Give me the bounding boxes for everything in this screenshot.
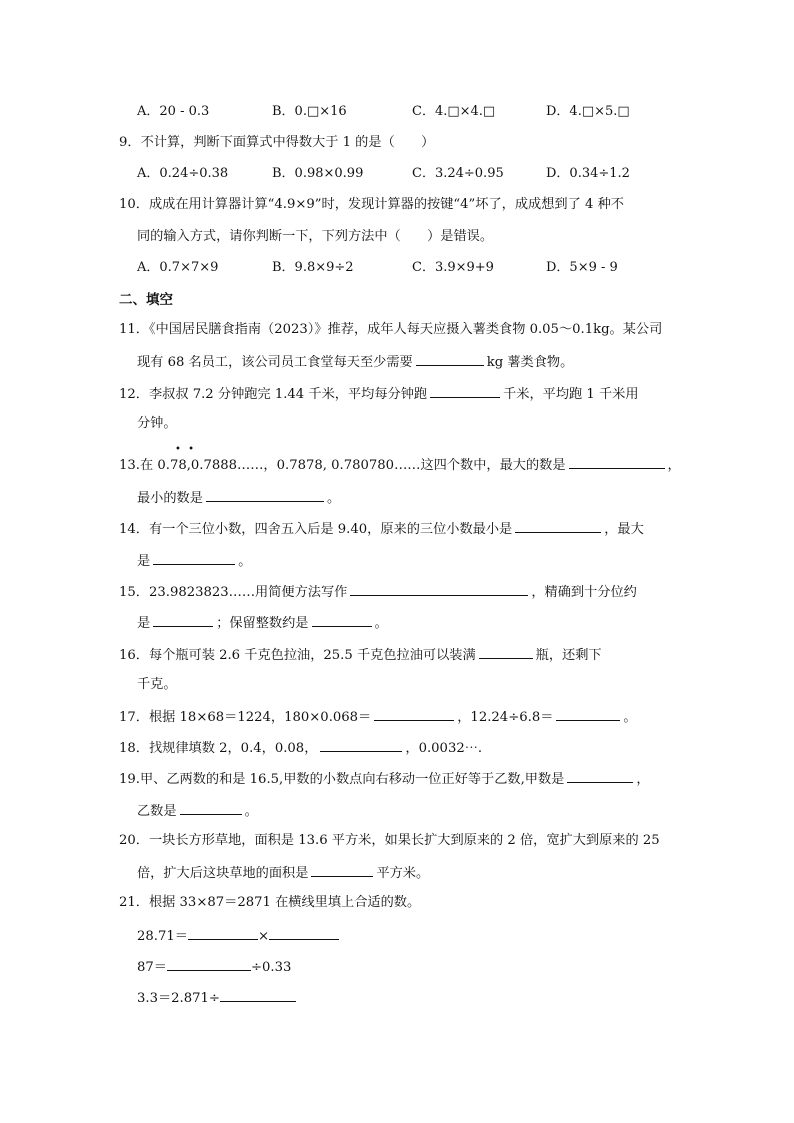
q13-text-a: 13.在 0. bbox=[119, 458, 170, 473]
q18-line bbox=[119, 738, 482, 758]
q9-option-d: D．0.34÷1.2 bbox=[546, 166, 630, 181]
section-heading: 二、填空 bbox=[119, 292, 173, 308]
q13-min-blank[interactable] bbox=[206, 488, 324, 502]
q17-text-a: 17．根据 18×68＝1224，180×0.068＝ bbox=[119, 710, 372, 725]
q14-text-b: ，最大 bbox=[604, 522, 644, 537]
q19-text-d: 。 bbox=[244, 804, 258, 819]
q12-text-b: 千米，平均跑 1 千米用 bbox=[503, 387, 639, 402]
q10-line1: 10．成成在用计算器计算“4.9×9”时，发现计算器的按键“4”坏了，成成想到了 4 种不 bbox=[119, 197, 624, 212]
q16-text-b: 瓶，还剩下 bbox=[535, 648, 602, 663]
q15-text-b: ，精确到十分位约 bbox=[531, 585, 637, 600]
q18-text-b: ，0.0032⋯. bbox=[405, 741, 483, 756]
q13-max-blank[interactable] bbox=[569, 455, 665, 469]
q21-row3-text-a: 3.3＝2.871÷ bbox=[137, 991, 220, 1006]
q15-text-a: 15．23.9823823……用简便方法写作 bbox=[119, 585, 348, 600]
q8-option-c: C．4.□×4.□ bbox=[412, 104, 496, 119]
q8-option-d: D．4.□×5.□ bbox=[546, 104, 630, 119]
q11-answer-blank[interactable] bbox=[416, 352, 484, 366]
q9-stem: 9．不计算，判断下面算式中得数大于 1 的是（ ） bbox=[119, 135, 435, 150]
q12-line2: 分钟。 bbox=[137, 416, 177, 431]
q20-text-b: 平方米。 bbox=[376, 866, 430, 881]
q9-option-b: B．0.98×0.99 bbox=[272, 166, 364, 181]
q19-jia-blank[interactable] bbox=[567, 769, 633, 783]
q16-text-a: 16．每个瓶可装 2.6 千克色拉油，25.5 千克色拉油可以装满 bbox=[119, 648, 476, 663]
q10-option-b: B．9.8×9÷2 bbox=[272, 260, 354, 275]
q19-line1 bbox=[119, 769, 650, 789]
q19-line2 bbox=[137, 801, 258, 821]
q8-option-b: B．0.□×16 bbox=[272, 104, 347, 119]
q11-line1: 11．《中国居民膳食指南（2023）》推荐，成年人每天应摄入薯类食物 0.05～0.1kg。某公司 bbox=[119, 322, 663, 337]
q19-text-a: 19.甲、乙两数的和是 16.5,甲数的小数点向右移动一位正好等于乙数,甲数是 bbox=[119, 772, 565, 787]
q20-area-blank[interactable] bbox=[311, 863, 373, 877]
q19-text-c: 乙数是 bbox=[137, 804, 177, 819]
q15-text-e: 。 bbox=[374, 616, 388, 631]
q13-text-e: 。 bbox=[326, 491, 341, 506]
q21-row1 bbox=[137, 926, 339, 946]
q16-line1 bbox=[119, 645, 602, 665]
q17-blank-1[interactable] bbox=[374, 707, 454, 721]
q14-min-blank[interactable] bbox=[515, 519, 601, 533]
q18-blank[interactable] bbox=[320, 738, 402, 752]
q15-line1 bbox=[119, 582, 637, 602]
q15-notation-blank[interactable] bbox=[350, 582, 528, 596]
q13-line2 bbox=[137, 488, 340, 508]
q10-line2: 同的输入方式，请你判断一下，下列方法中（ ）是错误。 bbox=[137, 229, 494, 244]
q21-row1-blank-2[interactable] bbox=[269, 926, 339, 940]
q16-line2: 千克。 bbox=[137, 677, 177, 692]
q14-line2 bbox=[137, 551, 251, 571]
q15-tenths-blank[interactable] bbox=[153, 613, 213, 627]
q20-line1: 20．一块长方形草地，面积是 13.6 平方米，如果长扩大到原来的 2 倍，宽扩大到原来的 25 bbox=[119, 833, 660, 848]
q10-option-d: D．5×9 - 9 bbox=[546, 260, 618, 275]
q14-text-c: 是 bbox=[137, 554, 151, 569]
q12-text-a: 12．李叔叔 7.2 分钟跑完 1.44 千米，平均每分钟跑 bbox=[119, 387, 428, 402]
q17-text-b: ，12.24÷6.8＝ bbox=[457, 710, 554, 725]
q21-row2-text-a: 87＝ bbox=[137, 960, 167, 975]
q20-line2 bbox=[137, 863, 429, 883]
q13-text-d: 最小的数是 bbox=[137, 491, 203, 506]
q21-row1-text-a: 28.71＝ bbox=[137, 929, 188, 944]
q15-text-c: 是 bbox=[137, 616, 151, 631]
q12-answer-blank[interactable] bbox=[430, 384, 500, 398]
q13-text-b: ,0.7888……，0.7878, 0.780780……这四个数中，最大的数是 bbox=[186, 458, 566, 473]
q17-text-c: 。 bbox=[623, 710, 637, 725]
q16-bottles-blank[interactable] bbox=[479, 645, 533, 659]
q13-repeating-digits: 78 bbox=[169, 458, 187, 473]
q17-blank-2[interactable] bbox=[556, 707, 620, 721]
q11-text-a: 现有 68 名员工，该公司员工食堂每天至少需要 bbox=[137, 355, 413, 370]
q14-text-d: 。 bbox=[238, 554, 252, 569]
q20-text-a: 倍，扩大后这块草地的面积是 bbox=[137, 866, 309, 881]
q13-text-c: ， bbox=[667, 458, 681, 473]
q9-option-c: C．3.24÷0.95 bbox=[412, 166, 504, 181]
q10-option-c: C．3.9×9+9 bbox=[412, 260, 494, 275]
q15-line2 bbox=[137, 613, 388, 633]
q21-row1-blank-1[interactable] bbox=[188, 926, 258, 940]
q19-text-b: ， bbox=[636, 772, 650, 787]
q13-repeating-dots: • • bbox=[175, 444, 196, 455]
q21-row3-blank[interactable] bbox=[220, 988, 296, 1002]
q9-option-a: A．0.24÷0.38 bbox=[137, 166, 229, 181]
q21-row3 bbox=[137, 988, 296, 1008]
q14-text-a: 14．有一个三位小数，四舍五入后是 9.40，原来的三位小数最小是 bbox=[119, 522, 513, 537]
q18-text-a: 18．找规律填数 2，0.4，0.08， bbox=[119, 741, 318, 756]
q15-integer-blank[interactable] bbox=[312, 613, 372, 627]
q21-row2 bbox=[137, 957, 291, 977]
q21-stem: 21．根据 33×87＝2871 在横线里填上合适的数。 bbox=[119, 895, 421, 910]
q15-text-d: ；保留整数约是 bbox=[216, 616, 309, 631]
q11-line2 bbox=[137, 352, 573, 372]
q10-option-a: A．0.7×7×9 bbox=[137, 260, 219, 275]
q21-row2-text-b: ÷0.33 bbox=[250, 960, 292, 975]
q17-line bbox=[119, 707, 637, 727]
q13-line1 bbox=[119, 455, 681, 475]
q14-max-blank[interactable] bbox=[153, 551, 235, 565]
q12-line1 bbox=[119, 384, 639, 404]
q21-row1-text-b: × bbox=[257, 929, 270, 944]
q19-yi-blank[interactable] bbox=[180, 801, 242, 815]
q11-text-b: kg 薯类食物。 bbox=[486, 355, 574, 370]
q14-line1 bbox=[119, 519, 644, 539]
q21-row2-blank[interactable] bbox=[167, 957, 251, 971]
q8-option-a: A．20 - 0.3 bbox=[137, 104, 210, 119]
